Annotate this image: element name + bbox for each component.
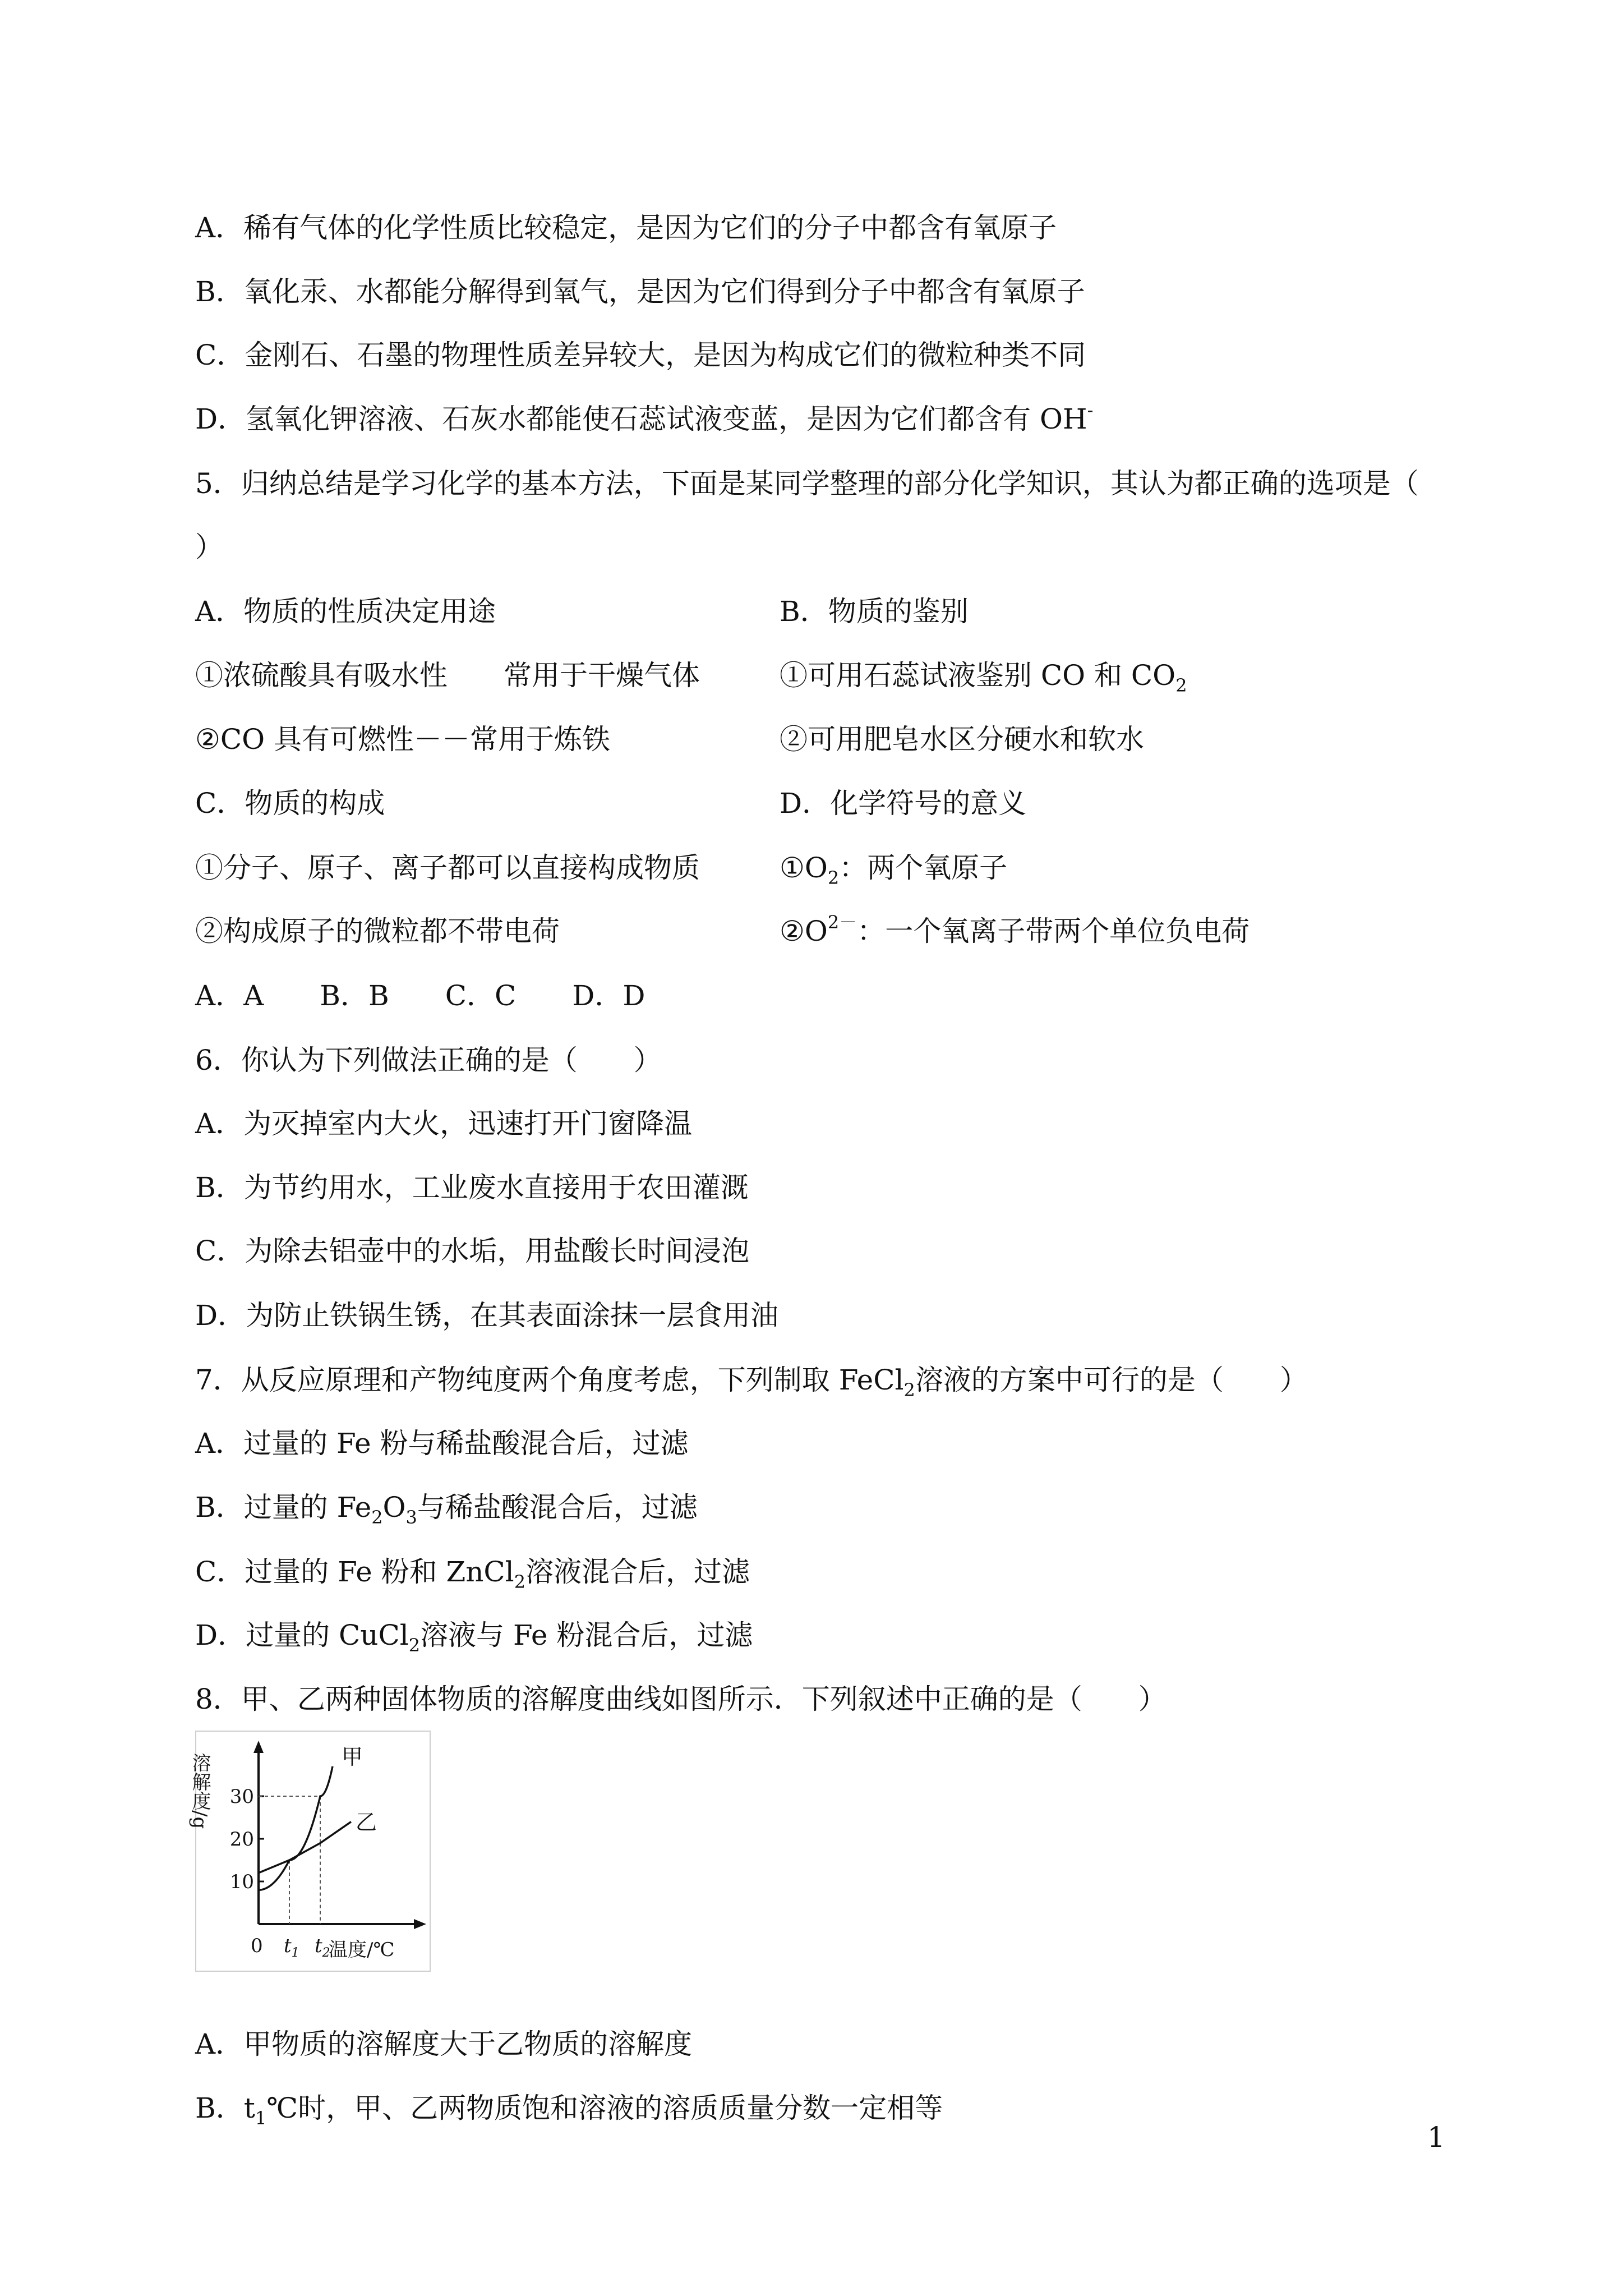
q5-answer-options: [195, 979, 701, 1013]
q5-stem-end: ）: [195, 531, 223, 563]
q7-stem: 7．从反应原理和产物纯度两个角度考虑，下列制取 FeCl$_2$溶液的方案中可行的是（ ）: [195, 1364, 1308, 1401]
q5-b-item-2: ②可用肥皂水区分硬水和软水: [780, 723, 1144, 756]
y-tick-label-10: 10: [229, 1871, 254, 1893]
x-tick-label-t2: $t_2$: [315, 1935, 330, 1960]
q5-a-item-1: ①浓硫酸具有吸水性 常用于干燥气体: [195, 659, 700, 692]
series-line-yi: [259, 1822, 351, 1873]
q4-option-c: C．金刚石、石墨的物理性质差异较大，是因为构成它们的微粒种类不同: [195, 339, 1086, 371]
q7-option-c: C．过量的 Fe 粉和 ZnCl$_2$溶液混合后，过滤: [195, 1556, 750, 1593]
q4-option-d: D．氢氧化钾溶液、石灰水都能使石蕊试液变蓝，是因为它们都含有 OH-: [195, 399, 1094, 435]
q4-option-b: B．氧化汞、水都能分解得到氧气，是因为它们得到分子中都含有氧原子: [195, 275, 1085, 308]
q4-option-a: A．稀有气体的化学性质比较稳定，是因为它们的分子中都含有氧原子: [195, 211, 1057, 244]
q6-option-a: A．为灭掉室内大火，迅速打开门窗降温: [195, 1107, 693, 1140]
series-label-yi: 乙: [356, 1810, 377, 1835]
chart-xlabel: 温度/℃: [329, 1939, 395, 1961]
q7-option-a: A．过量的 Fe 粉与稀盐酸混合后，过滤: [195, 1427, 689, 1460]
q5-b-head: B．物质的鉴别: [780, 595, 969, 628]
q5-answer-d: D．D: [572, 979, 645, 1012]
solubility-chart: [188, 1731, 431, 1972]
y-tick-label-30: 30: [229, 1786, 254, 1808]
q6-option-d: D．为防止铁锅生锈，在其表面涂抹一层食用油: [195, 1299, 779, 1332]
q8-stem: 8．甲、乙两种固体物质的溶解度曲线如图所示．下列叙述中正确的是（ ）: [195, 1683, 1166, 1715]
q5-c-head: C．物质的构成: [195, 787, 385, 820]
x-origin-label: 0: [251, 1935, 263, 1957]
q5-d-item-2: $②O^{2-}$：一个氧离子带两个单位负电荷: [780, 912, 1250, 947]
page-number: 1: [1427, 2121, 1445, 2154]
q5-answer-b: B．B: [320, 979, 389, 1012]
chart-frame: [196, 1731, 430, 1971]
x-tick-label-t1: $t_1$: [284, 1935, 299, 1960]
q5-d-item-1: $①O_2$：两个氧原子: [780, 852, 1008, 889]
q5-answer-c: C．C: [445, 979, 517, 1012]
q5-stem: 5．归纳总结是学习化学的基本方法，下面是某同学整理的部分化学知识，其认为都正确的选项是（: [195, 467, 1419, 500]
q6-stem: 6．你认为下列做法正确的是（ ）: [195, 1044, 662, 1076]
y-axis-arrow-icon: [253, 1741, 264, 1753]
q6-option-c: C．为除去铝壶中的水垢，用盐酸长时间浸泡: [195, 1235, 750, 1267]
chart-ylabel: 溶解度/g: [188, 1753, 211, 1829]
x-axis-arrow-icon: [414, 1919, 426, 1929]
q8-option-a: A．甲物质的溶解度大于乙物质的溶解度: [195, 2028, 693, 2060]
q5-d-head: D．化学符号的意义: [780, 787, 1027, 820]
series-label-jia: 甲: [342, 1744, 363, 1769]
series-line-jia: [259, 1766, 333, 1890]
q5-b-item-1: ①可用石蕊试液鉴别 CO 和 $CO_2$: [780, 659, 1187, 696]
q5-answer-a: A．A: [195, 979, 264, 1012]
q5-c-item-2: ②构成原子的微粒都不带电荷: [195, 915, 560, 947]
q8-option-b: B．$t_1℃$时，甲、乙两物质饱和溶液的溶质质量分数一定相等: [195, 2092, 943, 2129]
q7-option-b: B．过量的 $Fe_2O_3$与稀盐酸混合后，过滤: [195, 1491, 698, 1528]
q7-option-d: D．过量的 CuCl$_2$溶液与 Fe 粉混合后，过滤: [195, 1619, 753, 1656]
y-tick-label-20: 20: [229, 1828, 254, 1851]
chart-marks: [230, 1745, 377, 1960]
q5-a-head: A．物质的性质决定用途: [195, 595, 496, 628]
q5-a-item-2: ②CO 具有可燃性－－常用于炼铁: [195, 723, 610, 756]
q6-option-b: B．为节约用水，工业废水直接用于农田灌溉: [195, 1171, 749, 1204]
q5-c-item-1: ①分子、原子、离子都可以直接构成物质: [195, 852, 700, 884]
